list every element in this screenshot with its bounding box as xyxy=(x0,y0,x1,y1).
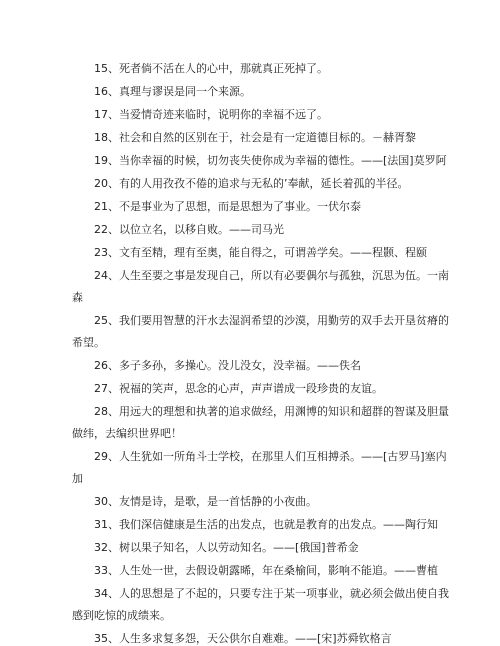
quote-24-continuation: 森 xyxy=(72,291,83,304)
quote-25: 25、我们要用智慧的汗水去湿润希望的沙漠，用勤劳的双手去开垦贫瘠的 xyxy=(94,314,449,327)
quote-23: 23、文有至精，理有至奥，能自得之，可谓善学矣。——程颢、程颐 xyxy=(94,246,427,259)
quote-16: 16、真理与谬误是同一个来源。 xyxy=(94,85,251,98)
quote-26: 26、多子多孙，多操心。没儿没女，没幸福。——佚名 xyxy=(94,359,361,372)
quote-18: 18、社会和自然的区别在于，社会是有一定道德目标的。－赫胥黎 xyxy=(94,131,416,144)
quote-32: 32、树以果子知名，人以劳动知名。——[俄国]普希金 xyxy=(94,541,359,554)
quote-17: 17、当爱情奇迹来临时，说明你的幸福不远了。 xyxy=(94,108,328,121)
quote-15: 15、死者倘不活在人的心中，那就真正死掉了。 xyxy=(94,62,328,75)
quote-34: 34、人的思想是了不起的，只要专注于某一项事业，就必须会做出使自我 xyxy=(94,587,449,600)
quote-29: 29、人生犹如一所角斗士学校，在那里人们互相搏杀。——[古罗马]塞内 xyxy=(94,450,447,463)
quote-30: 30、友情是诗，是歌，是一首恬静的小夜曲。 xyxy=(94,495,317,508)
quote-31: 31、我们深信健康是生活的出发点，也就是教育的出发点。——陶行知 xyxy=(94,518,438,531)
quote-28: 28、用远大的理想和执著的追求做经，用渊博的知识和超群的智谋及胆量 xyxy=(94,405,449,418)
quote-34-continuation: 感到吃惊的成绩来。 xyxy=(72,609,171,622)
quote-29-continuation: 加 xyxy=(72,472,83,485)
quote-20: 20、有的人用孜孜不倦的追求与无私的’奉献，延长着孤的半径。 xyxy=(94,177,409,190)
quote-25-continuation: 希望。 xyxy=(72,336,105,349)
quote-21: 21、不是事业为了思想，而是思想为了事业。一伏尔泰 xyxy=(94,200,361,213)
quote-28-continuation: 做纬，去编织世界吧！ xyxy=(72,427,182,440)
quote-35: 35、人生多求复多怨，天公供尔自难难。——[宋]苏舜钦格言 xyxy=(94,632,392,645)
quote-27: 27、祝福的笑声，思念的心声，声声谱成一段珍贵的友谊。 xyxy=(94,382,383,395)
quote-list xyxy=(72,62,449,646)
quote-19: 19、当你幸福的时候，切勿丧失使你成为幸福的德性。——[法国]莫罗阿 xyxy=(94,154,447,167)
quote-33: 33、人生处一世，去假设朝露晞，年在桑榆间，影响不能追。——曹植 xyxy=(94,564,438,577)
quote-24: 24、人生至要之事是发现自己，所以有必要偶尔与孤独，沉思为伍。一南 xyxy=(94,269,449,282)
quote-22: 22、以位立名，以移自败。——司马光 xyxy=(94,223,284,236)
